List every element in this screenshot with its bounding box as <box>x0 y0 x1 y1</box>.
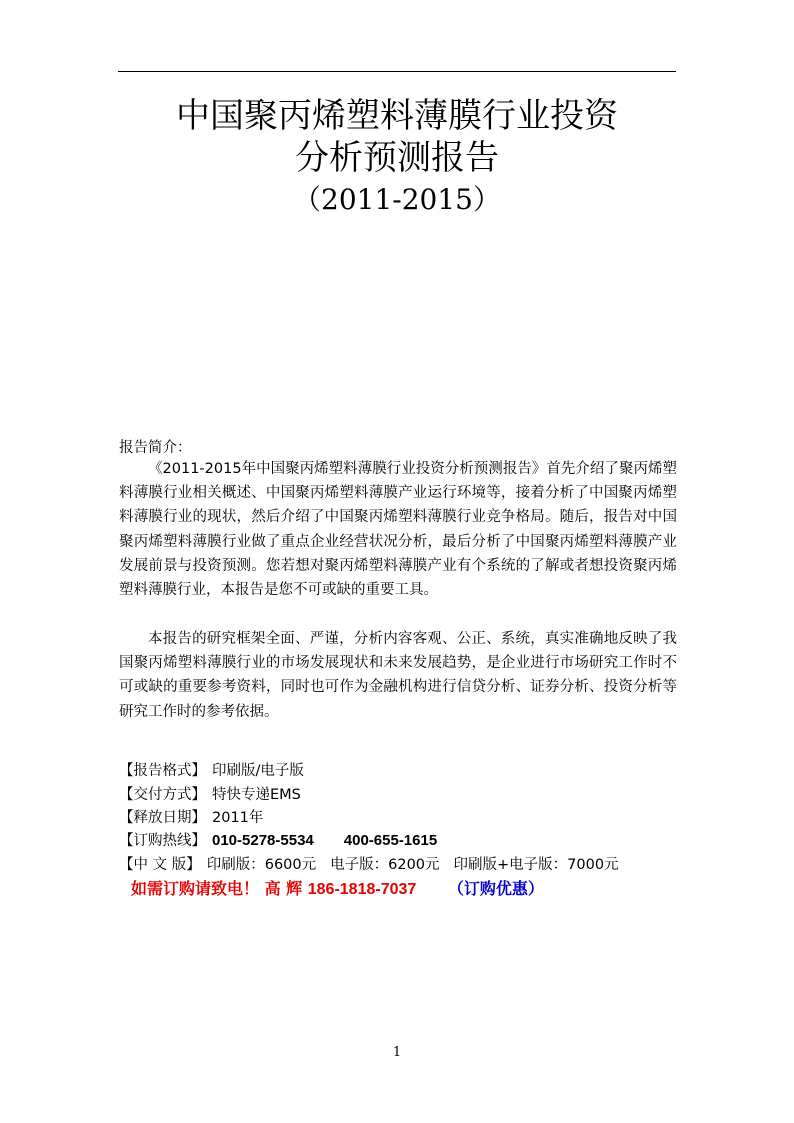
price-both: 印刷版+电子版：7000元 <box>453 857 619 873</box>
report-title-line1: 中国聚丙烯塑料薄膜行业投资 <box>176 96 618 136</box>
delivery-label: 【交付方式】 <box>119 787 206 803</box>
order-contact-name: 高 辉 <box>264 879 303 898</box>
release-row <box>119 806 699 827</box>
hotline-number-1[interactable]: 010-5278-5534 <box>212 832 314 849</box>
hotline-label: 【订购热线】 <box>119 833 206 849</box>
price-label: 【中 文 版】 <box>119 857 201 873</box>
intro-label: 报告简介： <box>119 440 192 456</box>
order-discount: （订购优惠） <box>447 879 544 898</box>
report-title-line2: 分析预测报告 <box>295 138 499 178</box>
delivery-value: 特快专递EMS <box>212 787 301 803</box>
hotline-number-2[interactable]: 400-655-1615 <box>343 832 438 849</box>
intro-paragraph-1: 《2011-2015年中国聚丙烯塑料薄膜行业投资分析预测报告》首先介绍了聚丙烯塑料薄膜行业相关概述、中国聚丙烯塑料薄膜产业运行环境等，接着分析了中国聚丙烯塑料薄膜行业的现状，然后介绍了中国聚丙烯塑料薄膜行业竞争格局。随后，报告对中国聚丙烯塑料薄膜行业做了重点企业经营状况分析，最后分析了中国聚丙烯塑料薄膜产业发展前景与投资预测。您若想对聚丙烯塑料薄膜产业有个系统的了解或者想投资聚丙烯塑料薄膜行业，本报告是您不可或缺的重要工具。 <box>119 461 677 599</box>
hotline-row <box>119 829 699 850</box>
format-label: 【报告格式】 <box>119 763 206 779</box>
top-rule <box>118 71 676 72</box>
report-years: （2011-2015） <box>293 183 501 216</box>
price-print: 印刷版：6600元 <box>206 857 317 873</box>
delivery-row <box>119 783 699 804</box>
release-value: 2011年 <box>212 810 264 826</box>
order-phone[interactable]: 186-1818-7037 <box>307 881 417 898</box>
release-label: 【释放日期】 <box>119 810 206 826</box>
format-row <box>119 759 699 780</box>
order-promo <box>131 876 544 899</box>
order-call-text: 如需订购请致电！ <box>131 879 260 898</box>
format-value: 印刷版/电子版 <box>212 763 304 779</box>
price-row <box>119 853 699 874</box>
page-number: 1 <box>392 1045 402 1060</box>
intro-paragraph-2: 本报告的研究框架全面、严谨，分析内容客观、公正、系统，真实准确地反映了我国聚丙烯塑料薄膜行业的市场发展现状和未来发展趋势，是企业进行市场研究工作时不可或缺的重要参考资料，同时也可作为金融机构进行信贷分析、证券分析、投资分析等研究工作时的参考依据。 <box>119 631 677 720</box>
price-electronic: 电子版：6200元 <box>330 857 440 873</box>
